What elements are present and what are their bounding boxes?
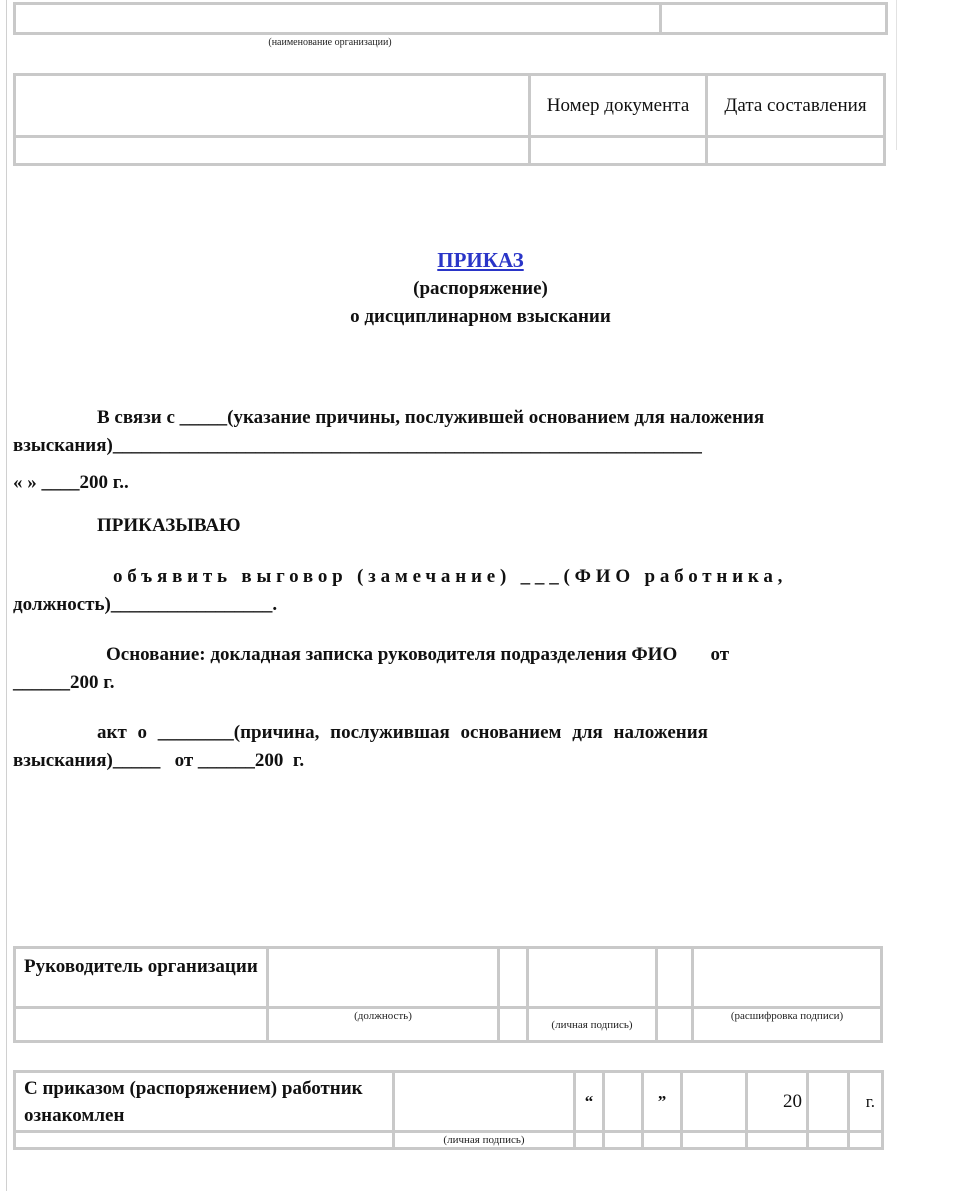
ack-caption-cell-5: [643, 1132, 682, 1149]
reprimand-line-1: объявить выговор (замечание) ___(ФИО работника,: [113, 566, 788, 587]
head-caption-spacer-2: [657, 1008, 693, 1042]
title-link[interactable]: ПРИКАЗ: [437, 248, 524, 272]
ack-caption-blank: [15, 1132, 394, 1149]
head-spacer-1: [499, 948, 528, 1008]
ack-close-quote: ”: [643, 1072, 682, 1132]
doc-date-header: Дата составления: [707, 75, 885, 137]
ack-year-suffix: г.: [849, 1072, 883, 1132]
reason-line-3: « » ____200 г..: [13, 472, 129, 493]
ack-caption-cell-4: [604, 1132, 643, 1149]
basis-line-2: ______200 г.: [13, 672, 115, 693]
ack-year-prefix: 20: [747, 1072, 808, 1132]
act-line-2: взыскания)_____ от ______200 г.: [13, 750, 305, 771]
reason-paragraph: [13, 404, 886, 497]
document-title: [0, 248, 961, 273]
org-name-table: [13, 2, 888, 35]
doc-meta-blank-row2: [15, 137, 530, 165]
doc-number-header: Номер документа: [530, 75, 707, 137]
org-name-caption: (наименование организации): [268, 37, 392, 48]
basis-paragraph: [13, 641, 886, 697]
ack-signature-caption: (личная подпись): [394, 1132, 575, 1149]
act-line-1: акт о ________(причина, послужившая основанием для наложения: [97, 722, 708, 743]
head-signature-field[interactable]: [528, 948, 657, 1008]
head-spacer-2: [657, 948, 693, 1008]
page-right-border: [896, 0, 897, 150]
order-word-text: ПРИКАЗЫВАЮ: [97, 515, 241, 536]
decoding-caption: (расшифровка подписи): [693, 1008, 882, 1042]
personal-signature-caption: (личная подпись): [528, 1008, 657, 1042]
doc-meta-blank: [15, 75, 530, 137]
ack-caption-cell-6: [682, 1132, 747, 1149]
ack-day-field[interactable]: [604, 1072, 643, 1132]
reason-line-1: В связи с _____(указание причины, послужившей основанием для наложения: [97, 407, 765, 428]
head-caption-blank: [15, 1008, 268, 1042]
ack-open-quote: “: [575, 1072, 604, 1132]
order-word: [13, 512, 886, 540]
head-decoding-field[interactable]: [693, 948, 882, 1008]
position-caption: (должность): [268, 1008, 499, 1042]
ack-month-field[interactable]: [682, 1072, 747, 1132]
ack-year-field[interactable]: [808, 1072, 849, 1132]
acknowledgment-table: [13, 1070, 884, 1150]
doc-meta-table: [13, 73, 886, 166]
basis-line-1: Основание: докладная записка руководителя подразделения ФИО от: [106, 644, 730, 665]
head-caption-spacer-1: [499, 1008, 528, 1042]
act-paragraph: [13, 719, 886, 775]
ack-caption-cell-7: [747, 1132, 808, 1149]
head-position-field[interactable]: [268, 948, 499, 1008]
head-label: Руководитель организации: [15, 948, 268, 1008]
page-left-border: [6, 0, 7, 1191]
reprimand-paragraph: [13, 563, 886, 619]
reason-line-2: взыскания)______________________________________________________________: [13, 435, 702, 456]
document-subject: о дисциплинарном взыскании: [350, 306, 611, 327]
org-code-cell[interactable]: [661, 4, 887, 34]
document-subtitle: (распоряжение): [413, 278, 548, 299]
ack-caption-cell-8: [808, 1132, 849, 1149]
ack-signature-field[interactable]: [394, 1072, 575, 1132]
doc-number-value[interactable]: [530, 137, 707, 165]
reprimand-line-2: должность)_________________.: [13, 594, 278, 615]
ack-caption-cell-9: [849, 1132, 883, 1149]
head-signature-table: [13, 946, 883, 1043]
acknowledgment-label: С приказом (распоряжением) работник ознакомлен: [15, 1072, 394, 1132]
doc-date-value[interactable]: [707, 137, 885, 165]
org-name-cell[interactable]: [15, 4, 661, 34]
ack-caption-cell-3: [575, 1132, 604, 1149]
